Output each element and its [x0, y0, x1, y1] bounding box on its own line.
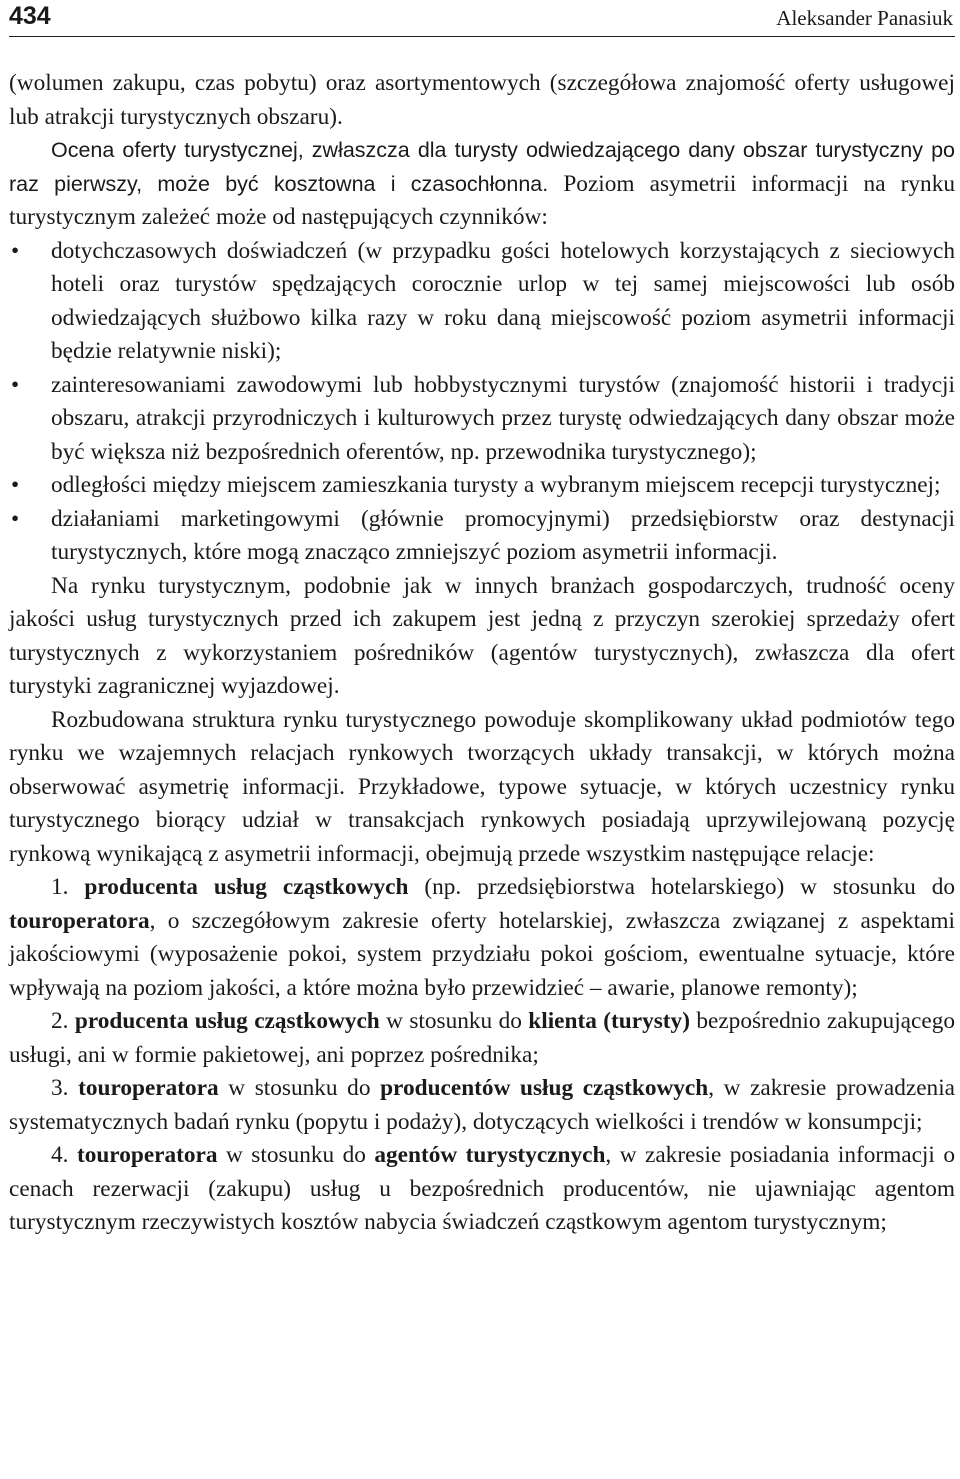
item-number: 1.	[51, 874, 85, 900]
paragraph-continuation: (wolumen zakupu, czas pobytu) oraz asortymentowych (szczegółowa znajomość oferty usługowej lub atrakcji turystycznych obszaru).	[9, 70, 955, 130]
item-text: , w zakresie prowadzenia systematycznych badań rynku (popytu i podaży), dotyczących wielkości i trendów w konsumpcji;	[9, 1075, 956, 1135]
item-text: , w zakresie posiadania informacji o cenach rezerwacji (zakupu) usług u bezpośrednich producentów, nie ujawniając agentom turystycznym rzeczywistych kosztów nabycia świadczeń cząstkowym agentom turystycznym;	[9, 1142, 955, 1235]
item-text: w stosunku do	[379, 1008, 529, 1034]
page-header	[9, 0, 955, 37]
item-number: 3.	[51, 1075, 79, 1101]
item-bold-term: touroperatora	[9, 907, 150, 934]
relation-item-4	[9, 1139, 955, 1240]
relation-item-1	[9, 871, 955, 1005]
page-number: 434	[9, 2, 51, 30]
item-text: (np. przedsiębiorstwa hotelarskiego) w stosunku do	[408, 874, 956, 900]
item-bold-term: touroperatora	[76, 1142, 218, 1168]
item-bold-term: producenta usług cząstkowych	[74, 1008, 380, 1034]
item-bold-term: klienta (turysty)	[528, 1008, 690, 1034]
list-item: • odległości między miejscem zamieszkania turysty a wybranym miejscem recepcji turystycznej;	[9, 469, 955, 503]
running-head-author: Aleksander Panasiuk	[776, 6, 953, 30]
body-text	[9, 67, 955, 1240]
paragraph-ocena	[9, 134, 955, 235]
paragraph-ocena-sans-part: Ocena oferty turystycznej, zwłaszcza dla turysty odwiedzającego dany obszar turystyczny po raz pierwszy, może być kosztowna i czasochłonna.	[9, 138, 955, 196]
list-item: • zainteresowaniami zawodowymi lub hobbystycznymi turystów (znajomość historii i tradycji obszaru, atrakcji przyrodniczych i kulturowych przez turystę odwiedzających dany obszar może być większa niż bezpośrednich oferentów, np. przewodnika turystycznego);	[9, 369, 955, 470]
paragraph-rynek: Na rynku turystycznym, podobnie jak w innych branżach gospodarczych, trudność oceny jakości usług turystycznych przed ich zakupem jest jedną z przyczyn szerokiej sprzedaży ofert turystycznych z wykorzystaniem pośredników (agentów turystycznych), zwłaszcza dla ofert turystyki zagranicznej wyjazdowej.	[9, 572, 955, 699]
item-text: w stosunku do	[218, 1075, 381, 1101]
list-item: • działaniami marketingowymi (głównie promocyjnymi) przedsiębiorstw oraz destynacji turystycznych, które mogą znacząco zmniejszyć poziom asymetrii informacji.	[9, 503, 955, 570]
list-item: • dotychczasowych doświadczeń (w przypadku gości hotelowych korzystających z sieciowych hoteli oraz turystów spędzających corocznie urlop w tej samej miejscowości lub osób odwiedzających służbowo kilka razy w roku daną miejscowość poziom asymetrii informacji będzie relatywnie niski);	[9, 235, 955, 369]
paragraph-ocena-serif-part: Poziom asymetrii informacji na rynku turystycznym zależeć może od następujących czynników:	[9, 170, 956, 230]
item-bold-term: producenta usług cząstkowych	[84, 874, 409, 900]
paragraph-struktura: Rozbudowana struktura rynku turystycznego powoduje skomplikowany układ podmiotów tego rynku we wzajemnych relacjach rynkowych tworzących układy transakcji, w których można obserwować asymetrię informacji. Przykładowe, typowe sytuacje, w których uczestnicy rynku turystycznego biorący udział w transakcjach rynkowych posiadają uprzywilejowaną pozycję rynkową wynikającą z asymetrii informacji, obejmują przede wszystkim następujące relacje:	[9, 706, 955, 867]
item-text: bezpośrednio zakupującego usługi, ani w formie pakietowej, ani poprzez pośrednika;	[9, 1008, 955, 1068]
item-number: 4.	[51, 1142, 77, 1168]
item-bold-term: agentów turystycznych	[374, 1142, 606, 1168]
item-number: 2.	[51, 1008, 75, 1034]
item-text: w stosunku do	[217, 1142, 375, 1168]
item-text: , o szczegółowym zakresie oferty hotelarskiej, zwłaszcza związanej z aspektami jakościowymi (wyposażenie pokoi, system przydziału pokoi gościom, ewentualne sytuacje, które wpływają na poziom jakości, a które można było przewidzieć – awarie, planowe remonty);	[9, 907, 955, 1001]
relation-item-2	[9, 1005, 955, 1072]
item-bold-term: touroperatora	[78, 1075, 219, 1101]
relation-item-3	[9, 1072, 955, 1139]
factors-list	[9, 235, 955, 570]
page	[9, 0, 955, 1240]
item-bold-term: producentów usług cząstkowych	[380, 1075, 709, 1101]
